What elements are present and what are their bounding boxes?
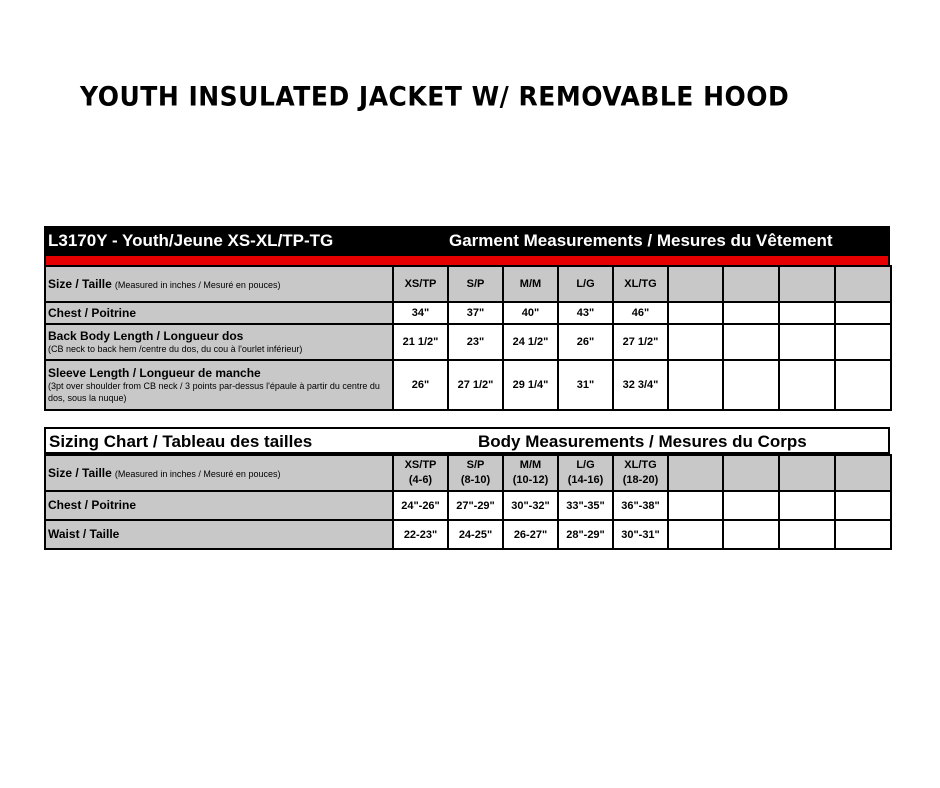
empty-cell — [779, 491, 835, 520]
value-cell: 43" — [558, 302, 613, 324]
value-cell: 22-23" — [393, 520, 448, 549]
size-range: (8-10) — [460, 474, 491, 486]
value-cell: 26" — [558, 324, 613, 360]
empty-cell — [723, 360, 779, 410]
table-row — [45, 360, 891, 410]
row-label-cell — [45, 360, 393, 410]
size-range: (14-16) — [567, 474, 604, 486]
page-title: YOUTH INSULATED JACKET W/ REMOVABLE HOOD — [80, 81, 790, 112]
empty-cell — [723, 324, 779, 360]
value-cell: 21 1/2" — [393, 324, 448, 360]
garment-table — [44, 265, 892, 411]
row-label: Waist / Taille — [48, 527, 120, 541]
garment-measurements-chart — [44, 226, 890, 411]
empty-cell — [779, 520, 835, 549]
value-cell: 28"-29" — [558, 520, 613, 549]
empty-cell — [835, 324, 891, 360]
value-cell: 29 1/4" — [503, 360, 558, 410]
table-row — [45, 520, 891, 549]
value-cell: 27"-29" — [448, 491, 503, 520]
row-label: Back Body Length / Longueur dos — [48, 328, 244, 343]
value-cell: 27 1/2" — [613, 324, 668, 360]
size-name: M/M — [519, 459, 542, 471]
body-chart-header — [44, 427, 890, 454]
empty-cell — [779, 455, 835, 491]
red-accent-bar — [44, 256, 890, 265]
empty-cell — [779, 266, 835, 302]
empty-cell — [723, 491, 779, 520]
size-header: XS/TP — [393, 266, 448, 302]
value-cell: 33"-35" — [558, 491, 613, 520]
value-cell: 27 1/2" — [448, 360, 503, 410]
value-cell: 30"-31" — [613, 520, 668, 549]
row-label: Chest / Poitrine — [48, 305, 137, 320]
empty-cell — [779, 360, 835, 410]
size-name: XL/TG — [624, 459, 657, 471]
table-row — [45, 266, 891, 302]
value-cell: 36"-38" — [613, 491, 668, 520]
body-measurements-chart — [44, 427, 890, 550]
row-label: Chest / Poitrine — [48, 498, 137, 512]
value-cell: 46" — [613, 302, 668, 324]
empty-cell — [668, 266, 723, 302]
size-label: Size / Taille — [48, 277, 112, 291]
size-name: L/G — [576, 459, 595, 471]
value-cell: 24-25" — [448, 520, 503, 549]
empty-cell — [835, 302, 891, 324]
value-cell: 24"-26" — [393, 491, 448, 520]
table-row — [45, 455, 891, 491]
empty-cell — [668, 324, 723, 360]
size-header: S/P — [448, 266, 503, 302]
garment-chart-title: L3170Y - Youth/Jeune XS-XL/TP-TG — [48, 231, 334, 250]
empty-cell — [835, 455, 891, 491]
size-name: S/P — [466, 459, 485, 471]
size-name: XS/TP — [404, 459, 437, 471]
empty-cell — [723, 266, 779, 302]
row-label: Sleeve Length / Longueur de manche — [48, 365, 261, 380]
row-label-cell — [45, 302, 393, 324]
size-range: (4-6) — [408, 474, 433, 486]
size-note: (Measured in inches / Mesuré en pouces) — [114, 469, 281, 479]
row-label-cell — [45, 520, 393, 549]
garment-chart-subtitle: Garment Measurements / Mesures du Vêtement — [449, 231, 833, 250]
row-label-cell — [45, 324, 393, 360]
empty-cell — [779, 302, 835, 324]
body-chart-title: Sizing Chart / Tableau des tailles — [49, 432, 313, 451]
value-cell: 34" — [393, 302, 448, 324]
size-header: L/G — [558, 266, 613, 302]
value-cell: 30"-32" — [503, 491, 558, 520]
empty-cell — [668, 455, 723, 491]
body-table — [44, 454, 892, 550]
empty-cell — [723, 302, 779, 324]
size-header: XL/TG — [613, 266, 668, 302]
value-cell: 24 1/2" — [503, 324, 558, 360]
empty-cell — [835, 491, 891, 520]
value-cell: 26-27" — [503, 520, 558, 549]
empty-cell — [835, 266, 891, 302]
size-header — [613, 455, 668, 491]
empty-cell — [668, 520, 723, 549]
value-cell: 23" — [448, 324, 503, 360]
size-header — [558, 455, 613, 491]
value-cell: 32 3/4" — [613, 360, 668, 410]
table-row — [45, 491, 891, 520]
row-label-cell — [45, 491, 393, 520]
empty-cell — [835, 360, 891, 410]
size-header: M/M — [503, 266, 558, 302]
value-cell: 26" — [393, 360, 448, 410]
empty-cell — [723, 455, 779, 491]
size-note: (Measured in inches / Mesuré en pouces) — [114, 280, 281, 290]
garment-chart-header — [44, 226, 890, 256]
empty-cell — [668, 302, 723, 324]
value-cell: 40" — [503, 302, 558, 324]
empty-cell — [668, 360, 723, 410]
size-range: (10-12) — [512, 474, 549, 486]
table-row — [45, 324, 891, 360]
empty-cell — [668, 491, 723, 520]
empty-cell — [723, 520, 779, 549]
table-row — [45, 302, 891, 324]
size-range: (18-20) — [622, 474, 659, 486]
size-header — [393, 455, 448, 491]
size-header — [448, 455, 503, 491]
body-chart-subtitle: Body Measurements / Mesures du Corps — [478, 432, 807, 451]
size-label: Size / Taille — [48, 466, 112, 480]
row-note: (CB neck to back hem /centre du dos, du cou à l'ourlet inférieur) — [48, 343, 303, 354]
size-header — [503, 455, 558, 491]
value-cell: 37" — [448, 302, 503, 324]
value-cell: 31" — [558, 360, 613, 410]
size-label-cell — [45, 266, 393, 302]
size-label-cell — [45, 455, 393, 491]
row-note: (3pt over shoulder from CB neck / 3 points par-dessus l'épaule à partir du centre du dos, sous la nuque) — [48, 380, 380, 403]
empty-cell — [835, 520, 891, 549]
empty-cell — [779, 324, 835, 360]
